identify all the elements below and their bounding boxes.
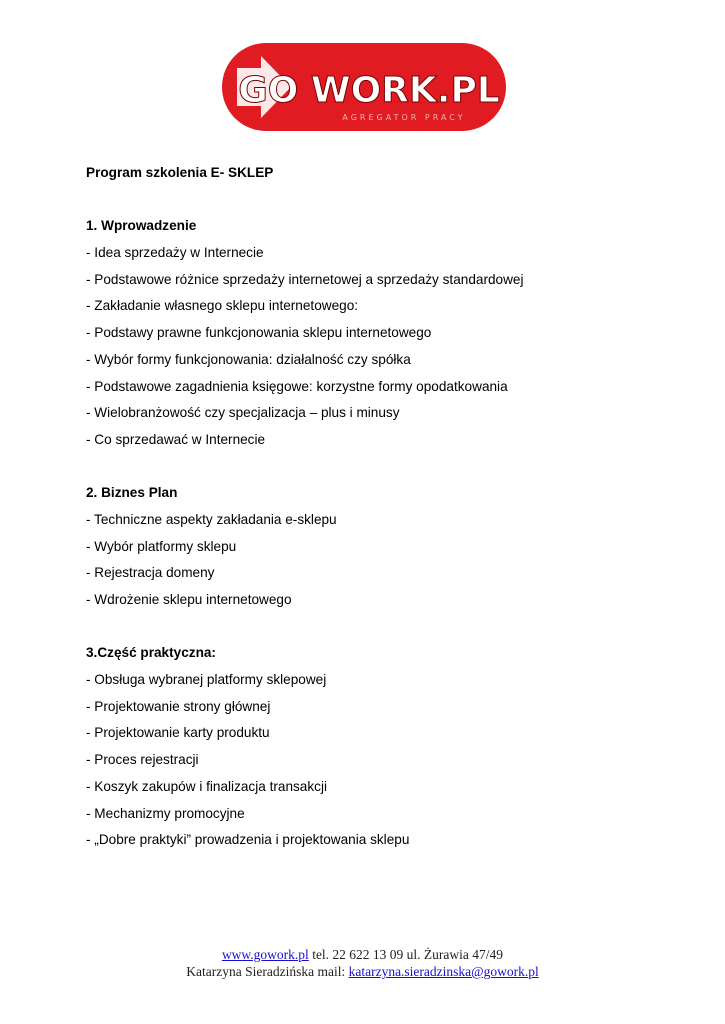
list-item: - Mechanizmy promocyjne bbox=[86, 805, 245, 821]
list-item: - Projektowanie strony głównej bbox=[86, 698, 271, 714]
list-item: - Wybór platformy sklepu bbox=[86, 538, 237, 554]
page-footer bbox=[0, 946, 725, 980]
list-item: - Rejestracja domeny bbox=[86, 565, 215, 581]
list-item: - Proces rejestracji bbox=[86, 752, 199, 768]
footer-line-1 bbox=[0, 946, 725, 963]
list-item: - „Dobre praktyki” prowadzenia i projektowania sklepu bbox=[86, 832, 410, 848]
list-item: - Wybór formy funkcjonowania: działalność czy spółka bbox=[86, 351, 411, 367]
website-link[interactable]: www.gowork.pl bbox=[221, 947, 309, 962]
section-heading: 1. Wprowadzenie bbox=[86, 218, 197, 234]
footer-line-2 bbox=[0, 963, 725, 980]
footer-phone-address: tel. 22 622 13 09 ul. Żurawia 47/49 bbox=[308, 947, 504, 962]
list-item: - Obsługa wybranej platformy sklepowej bbox=[86, 672, 327, 688]
list-item: - Techniczne aspekty zakładania e-sklepu bbox=[86, 511, 337, 527]
logo-tagline: AGREGATOR PRACY bbox=[342, 113, 466, 122]
section-heading: 2. Biznes Plan bbox=[86, 485, 178, 501]
document-body bbox=[86, 164, 646, 858]
list-item: - Podstawowe różnice sprzedaży internetowej a sprzedaży standardowej bbox=[86, 271, 524, 287]
section-1 bbox=[86, 217, 646, 457]
footer-contact-name: Katarzyna Sieradzińska mail: bbox=[186, 964, 349, 979]
gowork-logo bbox=[219, 40, 509, 134]
list-item: - Wdrożenie sklepu internetowego bbox=[86, 592, 292, 607]
section-heading: 3.Część praktyczna: bbox=[86, 645, 216, 661]
list-item: - Koszyk zakupów i finalizacja transakcji bbox=[86, 778, 328, 794]
list-item: - Co sprzedawać w Internecie bbox=[86, 431, 266, 447]
list-item: - Idea sprzedaży w Internecie bbox=[86, 245, 264, 261]
list-item: - Wielobranżowość czy specjalizacja – plus i minusy bbox=[86, 405, 400, 421]
email-link[interactable]: katarzyna.sieradzinska@gowork.pl bbox=[348, 964, 539, 979]
list-item: - Podstawowe zagadnienia księgowe: korzystne formy opodatkowania bbox=[86, 378, 508, 394]
list-item: - Zakładanie własnego sklepu internetowego: bbox=[86, 298, 359, 314]
list-item: - Podstawy prawne funkcjonowania sklepu internetowego bbox=[86, 325, 432, 341]
document-title: Program szkolenia E- SKLEP bbox=[86, 165, 274, 180]
list-item: - Projektowanie karty produktu bbox=[86, 725, 270, 741]
section-2 bbox=[86, 484, 646, 617]
logo-text: GO WORK.PL bbox=[238, 70, 500, 111]
section-3 bbox=[86, 644, 646, 858]
